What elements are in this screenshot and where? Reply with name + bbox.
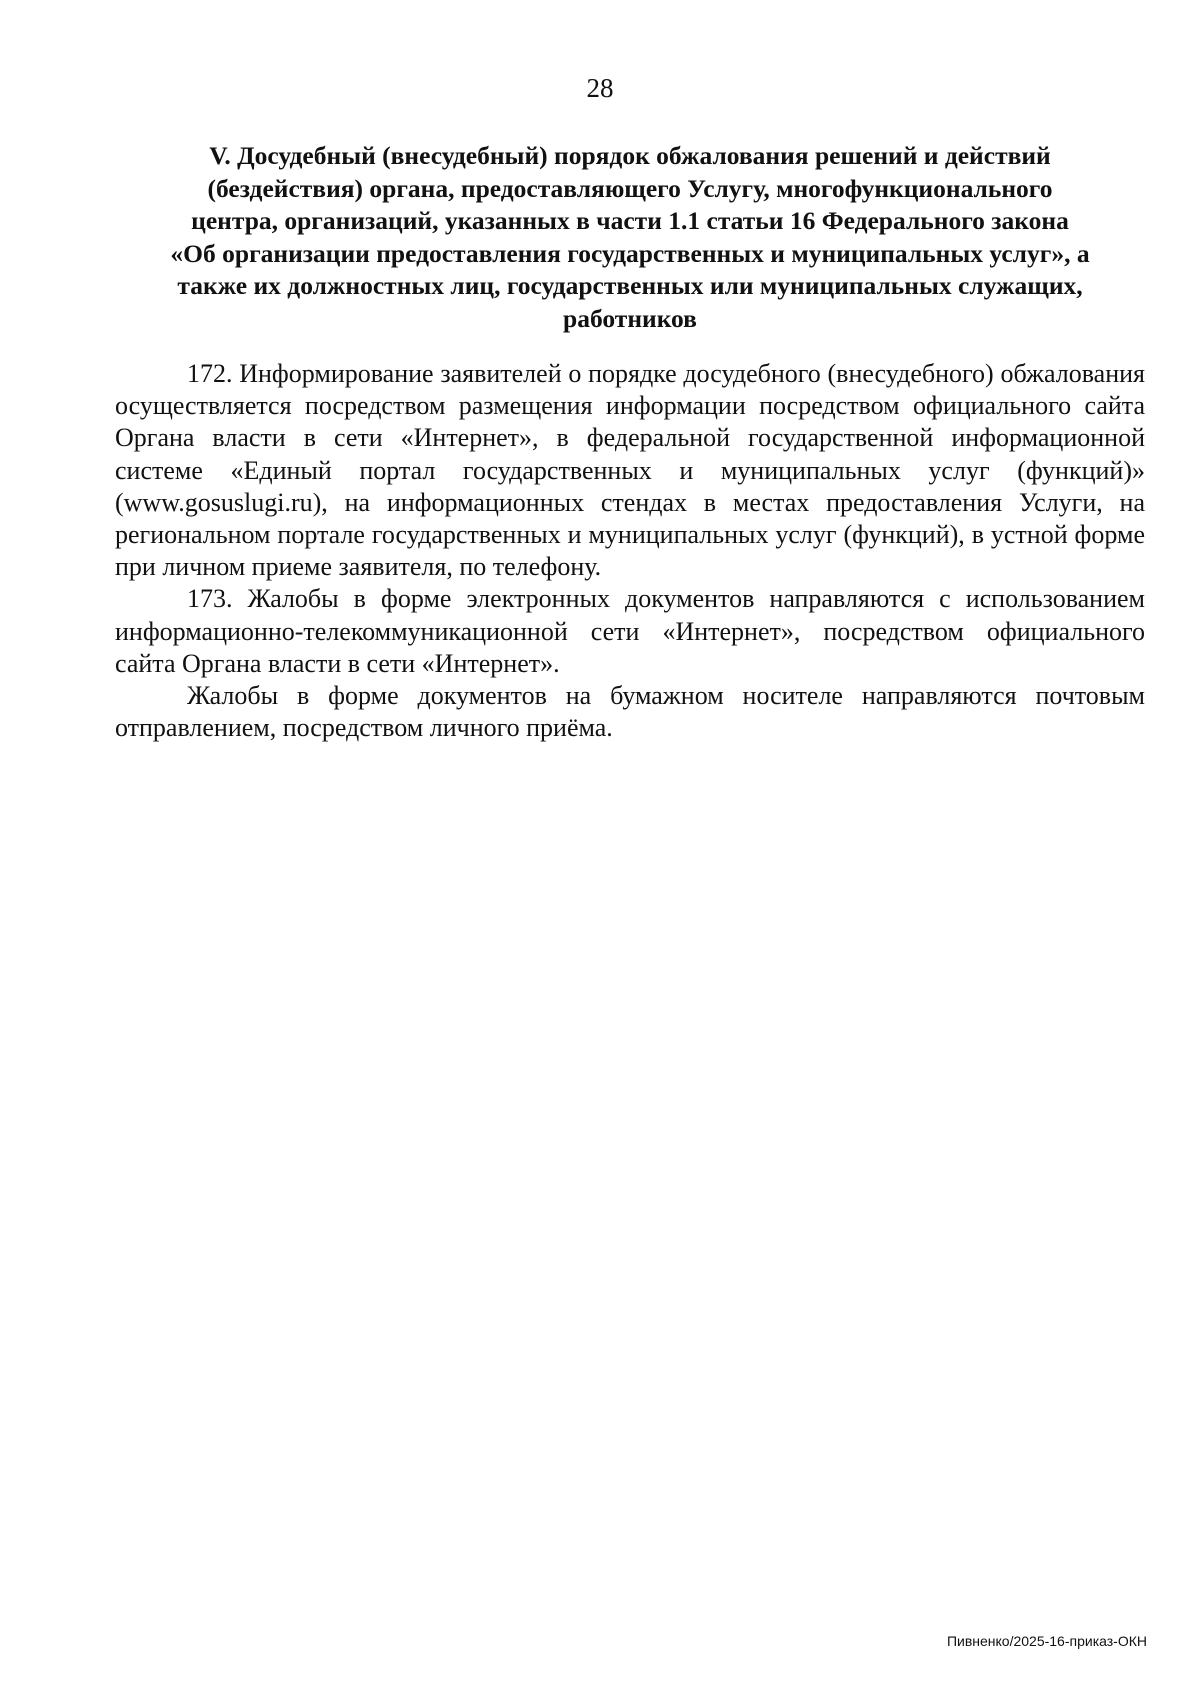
section-heading-line: также их должностных лиц, государственных или муниципальных служащих, bbox=[177, 271, 1083, 300]
paragraph-172: 172. Информирование заявителей о порядке досудебного (внесудебного) обжалования осуществляется посредством размещения информации посредством официального сайта Органа власти в сети «Интернет», в федеральной государственной информационной системе «Единый портал государственных и муниципальных услуг (функций)» (www.gosuslugi.ru), на информационных стендах в местах предоставления Услуги, на региональном портале государственных и муниципальных услуг (функций), в устной форме при личном приеме заявителя, по телефону. bbox=[115, 359, 1145, 582]
section-heading-line: работников bbox=[563, 303, 697, 333]
document-footer-code: Пивненко/2025-16-приказ-ОКН bbox=[946, 1633, 1147, 1649]
section-heading-line: «Об организации предоставления государственных и муниципальных услуг», а bbox=[170, 238, 1090, 268]
paragraph-paper-complaints: Жалобы в форме документов на бумажном носителе направляются почтовым отправлением, посредством личного приёма. bbox=[115, 681, 1145, 743]
page-number: 28 bbox=[586, 73, 614, 103]
section-heading-line: центра, организаций, указанных в части 1.1 статьи 16 Федерального закона bbox=[191, 206, 1069, 235]
section-heading-line: (бездействия) органа, предоставляющего Услугу, многофункционального bbox=[207, 173, 1053, 203]
section-heading bbox=[115, 140, 1145, 335]
paragraph-173: 173. Жалобы в форме электронных документов направляются с использованием информационно-телекоммуникационной сети «Интернет», посредством официального сайта Органа власти в сети «Интернет». bbox=[115, 584, 1145, 678]
document-body bbox=[115, 358, 1145, 744]
section-heading-line: V. Досудебный (внесудебный) порядок обжалования решений и действий bbox=[209, 141, 1051, 170]
